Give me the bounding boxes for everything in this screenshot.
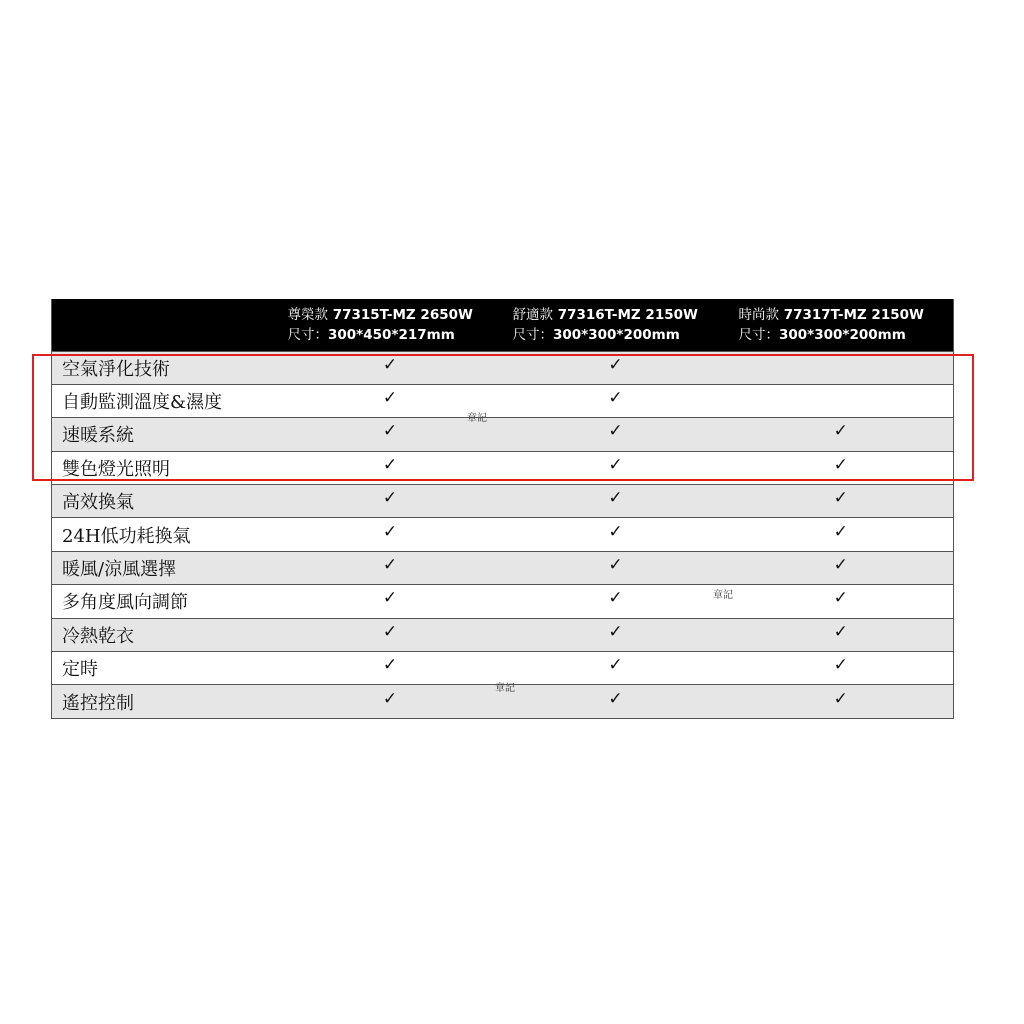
check-icon: ✓	[608, 655, 623, 676]
size-label: 尺寸：	[738, 326, 779, 343]
check-icon: ✓	[382, 588, 398, 609]
check-cell	[278, 351, 503, 384]
check-cell	[503, 418, 729, 451]
check-cell	[729, 618, 954, 651]
header-model-2	[503, 299, 729, 351]
feature-label: 24H低功耗換氣	[52, 518, 278, 551]
feature-label: 遙控控制	[52, 685, 278, 718]
table-body	[52, 351, 954, 718]
check-cell	[503, 485, 729, 518]
feature-label: 冷熱乾衣	[52, 618, 278, 651]
check-cell	[278, 618, 503, 651]
check-cell	[729, 685, 954, 718]
model-name: 舒適款	[512, 306, 553, 323]
header-model-1	[278, 299, 503, 351]
check-cell	[729, 384, 954, 417]
check-icon: ✓	[608, 354, 623, 375]
header-blank	[52, 299, 278, 351]
check-cell	[503, 384, 729, 417]
check-cell	[729, 652, 954, 685]
check-icon: ✓	[608, 388, 623, 409]
check-cell	[729, 585, 954, 618]
check-icon: ✓	[382, 488, 398, 509]
check-cell	[278, 451, 503, 484]
table-row	[52, 618, 954, 651]
model-code: 77316T-MZ 2150W	[557, 306, 698, 323]
check-icon: ✓	[382, 621, 398, 642]
size-label: 尺寸：	[287, 326, 328, 343]
check-cell	[503, 685, 729, 718]
table-row	[52, 518, 954, 551]
feature-label: 高效換氣	[52, 485, 278, 518]
check-icon: ✓	[608, 488, 623, 509]
check-icon: ✓	[382, 688, 398, 709]
check-icon: ✓	[833, 488, 848, 509]
size-label: 尺寸：	[512, 326, 553, 343]
model-name: 時尚款	[738, 306, 779, 323]
check-icon: ✓	[833, 688, 848, 709]
check-cell	[278, 652, 503, 685]
table-row	[52, 384, 954, 417]
feature-label: 自動監測溫度&濕度	[52, 384, 278, 417]
check-icon: ✓	[608, 621, 623, 642]
stamp-mark: 章記	[713, 590, 733, 601]
model-size: 300*450*217mm	[328, 326, 455, 343]
check-cell	[278, 685, 503, 718]
check-icon: ✓	[382, 454, 398, 475]
check-cell	[278, 485, 503, 518]
table-row	[52, 351, 954, 384]
feature-label: 多角度風向調節	[52, 585, 278, 618]
model-name: 尊榮款	[287, 306, 328, 323]
table-row	[52, 551, 954, 584]
check-cell	[729, 551, 954, 584]
check-cell	[503, 518, 729, 551]
model-code: 77317T-MZ 2150W	[783, 306, 924, 323]
check-cell	[503, 551, 729, 584]
check-icon: ✓	[608, 688, 623, 709]
model-size: 300*300*200mm	[779, 326, 906, 343]
feature-label: 暖風/涼風選擇	[52, 551, 278, 584]
check-cell	[278, 551, 503, 584]
check-icon: ✓	[608, 555, 623, 576]
check-cell	[278, 518, 503, 551]
check-cell	[503, 618, 729, 651]
check-cell	[503, 451, 729, 484]
check-cell	[503, 351, 729, 384]
header-model-3	[729, 299, 954, 351]
check-icon: ✓	[382, 388, 398, 409]
feature-label: 定時	[52, 652, 278, 685]
stamp-mark: 章記	[467, 413, 487, 424]
check-cell	[729, 351, 954, 384]
check-icon: ✓	[833, 621, 848, 642]
check-icon: ✓	[608, 588, 623, 609]
feature-label: 雙色燈光照明	[52, 451, 278, 484]
check-cell	[503, 585, 729, 618]
check-icon: ✓	[382, 421, 398, 442]
check-icon: ✓	[608, 521, 623, 542]
check-cell	[729, 485, 954, 518]
check-cell	[729, 418, 954, 451]
table-row	[52, 418, 954, 451]
check-icon: ✓	[833, 555, 848, 576]
header-row	[52, 299, 954, 351]
stamp-mark: 章記	[495, 683, 515, 694]
table-row	[52, 451, 954, 484]
check-icon: ✓	[833, 655, 848, 676]
feature-label: 空氣淨化技術	[52, 351, 278, 384]
check-icon: ✓	[833, 421, 848, 442]
check-icon: ✓	[833, 454, 848, 475]
check-cell	[729, 518, 954, 551]
check-icon: ✓	[833, 521, 848, 542]
check-icon: ✓	[382, 354, 398, 375]
model-size: 300*300*200mm	[553, 326, 680, 343]
feature-label: 速暖系統	[52, 418, 278, 451]
check-icon: ✓	[608, 454, 623, 475]
check-icon: ✓	[382, 555, 398, 576]
check-icon: ✓	[608, 421, 623, 442]
table-row	[52, 485, 954, 518]
model-code: 77315T-MZ 2650W	[332, 306, 473, 323]
check-cell	[278, 585, 503, 618]
check-icon: ✓	[382, 655, 398, 676]
check-cell	[729, 451, 954, 484]
check-cell	[503, 652, 729, 685]
table-row	[52, 585, 954, 618]
check-icon: ✓	[382, 521, 398, 542]
comparison-table	[51, 299, 954, 719]
check-icon: ✓	[833, 588, 848, 609]
